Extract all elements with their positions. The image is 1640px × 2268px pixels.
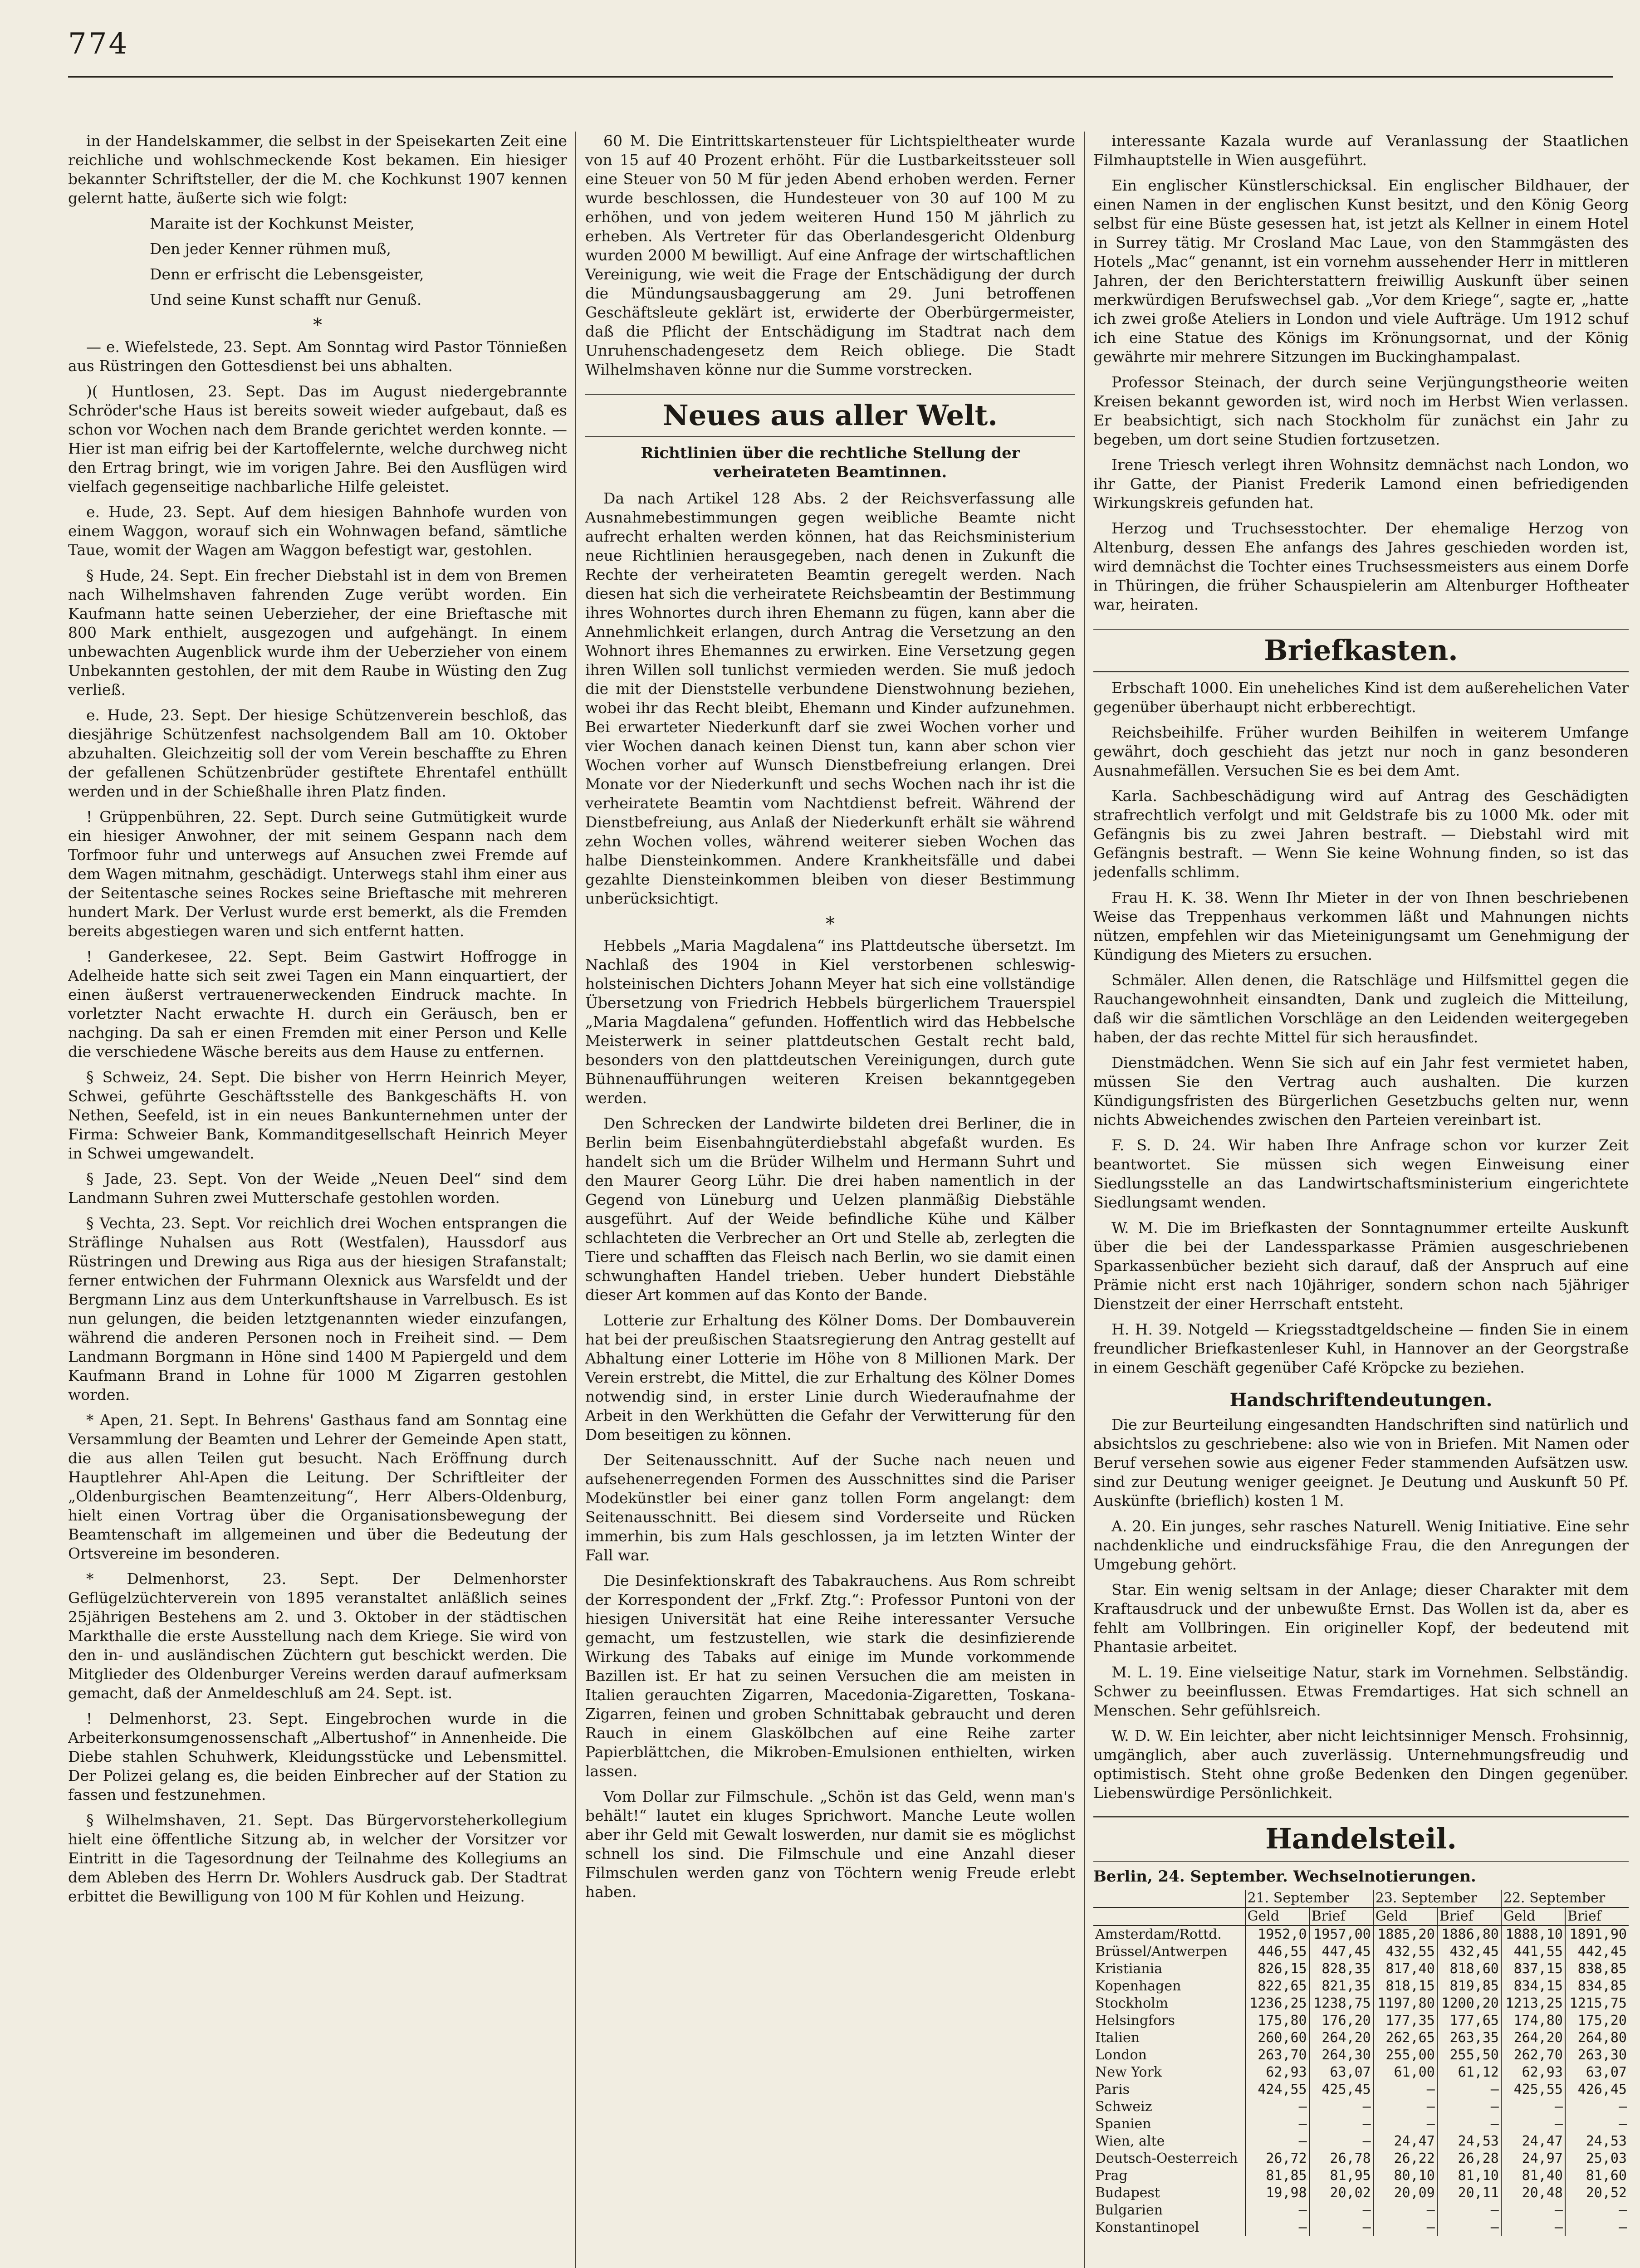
- handwriting-reading: Star. Ein wenig seltsam in der Anlage; dieser Charakter mit dem Kraftausdruck und der unbewußte Ernst. Das Wollen ist da, aber es fehlt am Vollbringen. Ein origineller Kopf, der bedeutend mit Phantasie arbeitet.: [1093, 1581, 1629, 1656]
- currency-name: London: [1095, 2047, 1147, 2063]
- section-heading: Neues aus aller Welt.: [585, 393, 1075, 438]
- table-row: [1093, 1995, 1629, 2012]
- table-row: [1093, 1943, 1629, 1960]
- rate-cell: 62,93: [1501, 2064, 1565, 2081]
- table-row: [1093, 1978, 1629, 1995]
- table-header-row: [1093, 1907, 1629, 1926]
- rate-cell: 81,10: [1437, 2167, 1501, 2185]
- handwriting-reading: A. 20. Ein junges, sehr rasches Naturell. Wenig Initiative. Eine sehr nachdenkliche und eindrucksfähige Frau, die den Anregungen der Umgebung gehört.: [1093, 1517, 1629, 1573]
- table-header: Brief: [1309, 1907, 1373, 1926]
- rate-cell: 26,78: [1309, 2150, 1373, 2167]
- rate-cell: 176,20: [1309, 2012, 1373, 2029]
- letter-reply: Karla. Sachbeschädigung wird auf Antrag des Geschädigten strafrechtlich verfolgt und mit Geldstrafe bis zu 1000 Mk. oder mit Gefängnis bis zu zwei Jahren bestraft. — Diebstahl wird mit Gefängnis bestraft. — Wenn Sie keine Wohnung finden, so ist das jedenfalls schlimm.: [1093, 787, 1629, 881]
- article-paragraph: ! Grüppenbühren, 22. Sept. Durch seine Gutmütigkeit wurde ein hiesiger Anwohner, der mit seinem Gespann nach dem Torfmoor fuhr und unterwegs auf Ansuchen zwei Fremde auf dem Wagen mitnahm, geschädigt. Unterwegs stahl ihm einer aus der Seitentasche seines Rockes seine Brieftasche mit mehreren hundert Mark. Der Verlust wurde erst bemerkt, als die Fremden bereits abgestiegen waren und sich entfernt hatten.: [68, 808, 567, 940]
- handwriting-reading: Die zur Beurteilung eingesandten Handschriften sind natürlich und absichtslos zu geschriebene: also wie von in Briefen. Mit Namen oder Beruf versehen sowie aus eigener Feder stammenden Aufsätzen usw. sind zur Deutung weniger geeignet. Je Deutung und Auskunft 50 Pf. Auskünfte (brieflich) kosten 1 M.: [1093, 1416, 1629, 1510]
- article-paragraph: § Schweiz, 24. Sept. Die bisher von Herrn Heinrich Meyer, Schwei, geführte Geschäftsstelle des Bankgeschäfts H. von Nethen, Seefeld, ist in ein neues Bankunternehmen unter der Firma: Schweier Bank, Kommanditgesellschaft Heinrich Meyer in Schwei umgewandelt.: [68, 1068, 567, 1162]
- rate-cell: —: [1245, 2098, 1309, 2116]
- rate-cell: 61,12: [1437, 2064, 1501, 2081]
- rate-cell: 446,55: [1245, 1943, 1309, 1960]
- article-paragraph: e. Hude, 23. Sept. Auf dem hiesigen Bahnhofe wurden von einem Waggon, worauf sich ein Wohnwagen befand, sämtliche Taue, womit der Wagen am Waggon befestigt war, gestohlen.: [68, 503, 567, 559]
- rate-cell: 24,47: [1501, 2133, 1565, 2150]
- rate-cell: 818,60: [1437, 1960, 1501, 1978]
- currency-name: Budapest: [1095, 2185, 1160, 2201]
- table-header: Brief: [1565, 1907, 1629, 1926]
- rate-cell: 24,47: [1373, 2133, 1437, 2150]
- article-subheading: Richtlinien über die rechtliche Stellung der verheirateten Beamtinnen.: [641, 444, 1020, 481]
- letter-reply: Dienstmädchen. Wenn Sie sich auf ein Jahr fest vermietet haben, müssen Sie den Vertrag auch aushalten. Die kurzen Kündigungsfristen des Bürgerlichen Gesetzbuchs gelten nur, wenn nichts Abweichendes zwischen den Parteien vereinbart ist.: [1093, 1054, 1629, 1129]
- table-row: [1093, 2081, 1629, 2098]
- rate-cell: —: [1565, 2219, 1629, 2236]
- currency-name: Schweiz: [1095, 2099, 1152, 2115]
- rate-cell: 821,35: [1309, 1978, 1373, 1995]
- rate-cell: 20,02: [1309, 2185, 1373, 2202]
- table-header: [1093, 1907, 1245, 1926]
- rate-cell: —: [1373, 2202, 1437, 2219]
- article-paragraph: § Hude, 24. Sept. Ein frecher Diebstahl ist in dem von Bremen nach Wilhelmshaven fahrenden Zuge verübt worden. Ein Kaufmann hatte seinen Ueberzieher, der eine Brieftasche mit 800 Mark enthielt, ausgezogen und aufgehängt. In einem unbewachten Augenblick wurde ihm der Ueberzieher von einem Unbekannten gestohlen, der mit dem Raube in Wüsting den Zug verließ.: [68, 567, 567, 699]
- rate-cell: —: [1245, 2202, 1309, 2219]
- verse-line: Und seine Kunst schafft nur Genuß.: [150, 291, 422, 308]
- rate-cell: —: [1373, 2116, 1437, 2133]
- article-paragraph: Ein englischer Künstlerschicksal. Ein englischer Bildhauer, der einen Namen in der englischen Kunst besitzt, und den König Georg selbst für eine Büste gesessen hat, ist jetzt als Kellner in einem Hotel in Surrey tätig. Mr Crosland Mac Laue, von den Stammgästen des Hotels „Mac“ genannt, ist ein vornehm aussehender Herr in mittleren Jahren, der den Berichterstattern freiwillig Auskunft über seinen merkwürdigen Berufswechsel gab. „Vor dem Kriege“, sagte er, „hatte ich zwei große Ateliers in London und viele Aufträge. Um 1912 schuf ich eine Statue des Königs im Krönungsornat, und der König gewährte mir mehrere Sitzungen im Buckinghampalast.: [1093, 176, 1629, 366]
- rate-cell: 264,20: [1309, 2029, 1373, 2047]
- currency-name: Paris: [1095, 2082, 1130, 2097]
- rate-cell: 1197,80: [1373, 1995, 1437, 2012]
- rate-cell: —: [1245, 2133, 1309, 2150]
- rate-cell: 175,80: [1245, 2012, 1309, 2029]
- letter-reply: Erbschaft 1000. Ein uneheliches Kind ist dem außerehelichen Vater gegenüber überhaupt nicht erbberechtigt.: [1093, 679, 1629, 716]
- letter-reply: Frau H. K. 38. Wenn Ihr Mieter in der von Ihnen beschriebenen Weise das Treppenhaus verkommen läßt und Mahnungen nichts nützen, empfehlen wir das Mieteinigungsamt um Genehmigung der Kündigung des Mieters zu ersuchen.: [1093, 889, 1629, 963]
- rate-cell: —: [1373, 2098, 1437, 2116]
- handwriting-reading: M. L. 19. Eine vielseitige Natur, stark im Vornehmen. Selbständig. Schwer zu beeinflussen. Etwas Fremdartiges. Hat sich schnell an Menschen. Sehr gefühlsreich.: [1093, 1663, 1629, 1719]
- rate-cell: 834,15: [1501, 1978, 1565, 1995]
- rate-cell: 1200,20: [1437, 1995, 1501, 2012]
- table-header-row: [1093, 1890, 1629, 1907]
- column-divider: [1084, 132, 1085, 2268]
- rate-cell: —: [1437, 2081, 1501, 2098]
- rate-cell: 61,00: [1373, 2064, 1437, 2081]
- rate-cell: —: [1501, 2116, 1565, 2133]
- section-heading: Handelsteil.: [1093, 1816, 1629, 1862]
- rate-cell: 81,60: [1565, 2167, 1629, 2185]
- letter-reply: F. S. D. 24. Wir haben Ihre Anfrage schon vor kurzer Zeit beantwortet. Sie müssen sich wegen Einweisung einer Siedlungsstelle an das Landwirtschaftsministerium eingerichtete Siedlungsamt wenden.: [1093, 1136, 1629, 1211]
- rate-cell: —: [1245, 2116, 1309, 2133]
- table-row: [1093, 2064, 1629, 2081]
- currency-name: Italien: [1095, 2030, 1140, 2046]
- column-1: [68, 132, 567, 2268]
- rate-cell: 264,30: [1309, 2047, 1373, 2064]
- handwriting-reading: W. D. W. Ein leichter, aber nicht leichtsinniger Mensch. Frohsinnig, umgänglich, aber auch zuverlässig. Unternehmungsfreudig und optimistisch. Steht ohne große Bedenken den Dingen gegenüber. Liebenswürdige Persönlichkeit.: [1093, 1727, 1629, 1802]
- rate-cell: —: [1309, 2116, 1373, 2133]
- rate-cell: 1952,0: [1245, 1926, 1309, 1943]
- exchange-rates-body: [1093, 1926, 1629, 2236]
- article-paragraph: Irene Triesch verlegt ihren Wohnsitz demnächst nach London, wo ihr Gatte, der Pianist Frederik Lamond einen befriedigenden Wirkungskreis gefunden hat.: [1093, 456, 1629, 512]
- table-header: Geld: [1245, 1907, 1309, 1926]
- letter-reply: Schmäler. Allen denen, die Ratschläge und Hilfsmittel gegen die Rauchangewohnheit einsandten, Dank und zugleich die Mitteilung, daß wir die sämtlichen Vorschläge an den Leidenden weitergegeben haben, der das rechte Mittel für sich herausfindet.: [1093, 971, 1629, 1046]
- rate-cell: 174,80: [1501, 2012, 1565, 2029]
- table-header: Geld: [1501, 1907, 1565, 1926]
- rate-cell: 819,85: [1437, 1978, 1501, 1995]
- rate-cell: 19,98: [1245, 2185, 1309, 2202]
- currency-name: Stockholm: [1095, 1995, 1169, 2011]
- article-paragraph: )( Huntlosen, 23. Sept. Das im August niedergebrannte Schröder'sche Haus ist bereits soweit wieder aufgebaut, daß es schon vor Wochen nach dem Brande gerichtet werden konnte. — Hier ist man eifrig bei der Kartoffelernte, welche durchweg nicht den Ertrag bringt, wie im vorigen Jahre. Bei den Ausflügen wird vielfach gegenseitige nachbarliche Hilfe geleistet.: [68, 382, 567, 495]
- table-header: Brief: [1437, 1907, 1501, 1926]
- table-row: [1093, 1960, 1629, 1978]
- rate-cell: 63,07: [1309, 2064, 1373, 2081]
- column-3: [1093, 132, 1629, 2268]
- rate-cell: 24,53: [1565, 2133, 1629, 2150]
- rate-cell: 837,15: [1501, 1960, 1565, 1978]
- column-2: [585, 132, 1075, 2268]
- rate-cell: —: [1501, 2202, 1565, 2219]
- rate-cell: 255,00: [1373, 2047, 1437, 2064]
- rate-cell: 25,03: [1565, 2150, 1629, 2167]
- exchange-rates-table: [1093, 1890, 1629, 2236]
- rate-cell: 1886,80: [1437, 1926, 1501, 1943]
- rate-cell: 262,65: [1373, 2029, 1437, 2047]
- rate-cell: 24,53: [1437, 2133, 1501, 2150]
- rate-cell: —: [1309, 2219, 1373, 2236]
- table-row: [1093, 2133, 1629, 2150]
- rate-cell: —: [1437, 2116, 1501, 2133]
- rate-cell: —: [1501, 2219, 1565, 2236]
- currency-name: Brüssel/Antwerpen: [1095, 1944, 1228, 1960]
- letter-reply: H. H. 39. Notgeld — Kriegsstadtgeldscheine — finden Sie in einem freundlicher Briefkastenleser Kuhl, in Hannover an der Georgstraße in einem Geschäft gegenüber Café Kröpcke zu beziehen.: [1093, 1320, 1629, 1376]
- top-rule: [68, 76, 1613, 78]
- rate-cell: 424,55: [1245, 2081, 1309, 2098]
- rate-cell: 264,80: [1565, 2029, 1629, 2047]
- rate-cell: 80,10: [1373, 2167, 1437, 2185]
- rate-cell: 26,72: [1245, 2150, 1309, 2167]
- rate-cell: 255,50: [1437, 2047, 1501, 2064]
- rate-cell: 426,45: [1565, 2081, 1629, 2098]
- rate-cell: 262,70: [1501, 2047, 1565, 2064]
- separator-star: *: [313, 315, 322, 336]
- rate-cell: 425,45: [1309, 2081, 1373, 2098]
- rate-cell: 263,30: [1565, 2047, 1629, 2064]
- rate-cell: 1957,00: [1309, 1926, 1373, 1943]
- rate-cell: 177,65: [1437, 2012, 1501, 2029]
- table-row: [1093, 2150, 1629, 2167]
- currency-name: Spanien: [1095, 2116, 1151, 2132]
- article-paragraph: § Vechta, 23. Sept. Vor reichlich drei Wochen entsprangen die Sträflinge Nuhalsen aus Rott (Westfalen), Haussdorf aus Rüstringen und Drewing aus Riga aus der hiesigen Strafanstalt; ferner entwichen der Fuhrmann Olexnick aus Warsfeldt und der Bergmann Linz aus dem Unterkunftshause in Varrelbusch. Es ist nun gelungen, die beiden letztgenannten wieder einzufangen, während die anderen Personen noch in Freiheit sind. — Dem Landmann Borgmann in Höne sind 1400 M Papiergeld und dem Kaufmann Brand in Lohne für 1000 M Zigarren gestohlen worden.: [68, 1214, 567, 1403]
- article-paragraph: 60 M. Die Eintrittskartensteuer für Lichtspieltheater wurde von 15 auf 40 Prozent erhöht. Für die Lustbarkeitssteuer soll eine Steuer von 50 M für jeden Abend erhoben werden. Ferner wurde beschlossen, die Hundesteuer von 30 auf 100 M zu erhöhen, und von jedem weiteren Hund 150 M jährlich zu erheben. Als Vertreter für das Oberlandesgericht Oldenburg wurden 2000 M bewilligt. Auf eine Anfrage der wirtschaftlichen Vereinigung, wie weit die Frage der Entschädigung der durch die Mündungsausbaggerung am 29. Juni betroffenen Geschäftsleute geklärt ist, erwiderte der Oberbürgermeister, daß die Pflicht der Entschädigung im Stadtrat nach dem Unruhenschadengesetz dem Reich obliege. Die Stadt Wilhelmshaven könne nur die Summe vorstrecken.: [585, 132, 1075, 378]
- rate-cell: 20,09: [1373, 2185, 1437, 2202]
- rate-cell: —: [1565, 2116, 1629, 2133]
- article-paragraph: e. Hude, 23. Sept. Der hiesige Schützenverein beschloß, das diesjährige Schützenfest nachsolgendem Ball am 10. Oktober abzuhalten. Gleichzeitig soll der vom Verein beschaffte zu Ehren der gefallenen Schützenbrüder gestiftete Ehrentafel enthüllt werden und in der Schießhalle ihren Platz finden.: [68, 706, 567, 800]
- article-paragraph: — e. Wiefelstede, 23. Sept. Am Sonntag wird Pastor Tönnießen aus Rüstringen den Gottesdienst bei uns abhalten.: [68, 338, 567, 375]
- article-paragraph: Den Schrecken der Landwirte bildeten drei Berliner, die in Berlin beim Eisenbahngüterdiebstahl abgefaßt wurden. Es handelt sich um die Brüder Wilhelm und Hermann Suhrt und den Maurer Georg Lühr. Die drei haben namentlich in der Gegend von Lüneburg und Uelzen planmäßig Diebstähle ausgeführt. Auf der Weide befindliche Kühe und Kälber schlachteten die Verbrecher an Ort und Stelle ab, zerlegten die Tiere und schafften das Fleisch nach Berlin, wo sie damit einen schwunghaften Handel trieben. Ueber hundert Diebstähle dieser Art kommen auf das Konto der Bande.: [585, 1114, 1075, 1304]
- table-header: [1093, 1890, 1245, 1907]
- table-row: [1093, 2219, 1629, 2236]
- article-paragraph: Professor Steinach, der durch seine Verjüngungstheorie weiten Kreisen bekannt geworden ist, wird noch im Herbst Wien verlassen. Er beabsichtigt, sich nach Stockholm für zunächst ein Jahr zu begeben, um dort seine Studien fortzusetzen.: [1093, 373, 1629, 448]
- column-divider: [575, 132, 576, 2268]
- rate-cell: 1238,75: [1309, 1995, 1373, 2012]
- table-row: [1093, 2012, 1629, 2029]
- exchange-rates-title: Berlin, 24. September. Wechselnotierungen.: [1093, 1867, 1476, 1886]
- table-header: 21. September: [1245, 1890, 1373, 1907]
- currency-name: Amsterdam/Rottd.: [1095, 1926, 1222, 1942]
- rate-cell: 81,40: [1501, 2167, 1565, 2185]
- rate-cell: 1888,10: [1501, 1926, 1565, 1943]
- rate-cell: 62,93: [1245, 2064, 1309, 2081]
- article-paragraph: § Wilhelmshaven, 21. Sept. Das Bürgervorsteherkollegium hielt eine öffentliche Sitzung ab, in welcher der Vorsitzer vor Eintritt in die Tagesordnung der Teilnahme des Kollegiums an dem Ableben des Herrn Dr. Wohlers Ausdruck gab. Der Stadtrat erbittet die Bewilligung von 100 M für Kohlen und Heizung.: [68, 1811, 567, 1905]
- rate-cell: 822,65: [1245, 1978, 1309, 1995]
- currency-name: Wien, alte: [1095, 2133, 1165, 2149]
- rate-cell: 432,45: [1437, 1943, 1501, 1960]
- rate-cell: 818,15: [1373, 1978, 1437, 1995]
- rate-cell: 432,55: [1373, 1943, 1437, 1960]
- rate-cell: 20,11: [1437, 2185, 1501, 2202]
- table-row: [1093, 2202, 1629, 2219]
- rate-cell: 834,85: [1565, 1978, 1629, 1995]
- table-row: [1093, 2047, 1629, 2064]
- article-paragraph: Der Seitenausschnitt. Auf der Suche nach neuen und aufsehenerregenden Formen des Ausschnittes sind die Pariser Modekünstler bei einer ganz tollen Form angelangt: dem Seitenausschnitt. Bei diesem sind Vorderseite und Rücken immerhin, bis zum Hals geschlossen, ja im letzten Winter der Fall war.: [585, 1451, 1075, 1564]
- rate-cell: —: [1565, 2202, 1629, 2219]
- rate-cell: 26,28: [1437, 2150, 1501, 2167]
- rate-cell: —: [1309, 2098, 1373, 2116]
- article-paragraph: § Jade, 23. Sept. Von der Weide „Neuen Deel“ sind dem Landmann Suhren zwei Mutterschafe gestohlen worden.: [68, 1170, 567, 1207]
- letter-reply: Reichsbeihilfe. Früher wurden Beihilfen in weiterem Umfange gewährt, doch geschieht das jetzt nur noch in ganz besonderen Ausnahmefällen. Versuchen Sie es bei dem Amt.: [1093, 723, 1629, 779]
- currency-name: Konstantinopel: [1095, 2219, 1199, 2235]
- rate-cell: 20,52: [1565, 2185, 1629, 2202]
- rate-cell: 828,35: [1309, 1960, 1373, 1978]
- rate-cell: —: [1437, 2219, 1501, 2236]
- rate-cell: 263,35: [1437, 2029, 1501, 2047]
- rate-cell: 263,70: [1245, 2047, 1309, 2064]
- verse-line: Maraite ist der Kochkunst Meister,: [150, 215, 415, 232]
- table-row: [1093, 2185, 1629, 2202]
- article-paragraph: * Apen, 21. Sept. In Behrens' Gasthaus fand am Sonntag eine Versammlung der Beamten und Lehrer der Gemeinde Apen statt, die aus allen Teilen gut besucht. Nach Eröffnung durch Hauptlehrer Ahl-Apen die Leitung. Der Schriftleiter der „Oldenburgischen Beamtenzeitung“, Herr Albers-Oldenburg, hielt einen Vortrag über die Organisationsbewegung der Beamtenschaft im allgemeinen und über die Bedeutung der Ortsvereine im besonderen.: [68, 1411, 567, 1562]
- currency-name: New York: [1095, 2064, 1162, 2080]
- rate-cell: 175,20: [1565, 2012, 1629, 2029]
- article-paragraph: Vom Dollar zur Filmschule. „Schön ist das Geld, wenn man's behält!“ lautet ein kluges Sprichwort. Manche Leute wollen aber ihr Geld mit Gewalt loswerden, nur damit sie es möglichst schnell los sind. Die Filmschule und eine Anzahl dieser Filmschulen werden ganz von Töchtern wenig Freude erlebt haben.: [585, 1788, 1075, 1901]
- verse-line: Denn er erfrischt die Lebensgeister,: [150, 265, 424, 283]
- rate-cell: 24,97: [1501, 2150, 1565, 2167]
- rate-cell: 447,45: [1309, 1943, 1373, 1960]
- rate-cell: 264,20: [1501, 2029, 1565, 2047]
- currency-name: Helsingfors: [1095, 2013, 1175, 2028]
- rate-cell: 442,45: [1565, 1943, 1629, 1960]
- article-paragraph: interessante Kazala wurde auf Veranlassung der Staatlichen Filmhauptstelle in Wien ausgeführt.: [1093, 132, 1629, 169]
- currency-name: Kopenhagen: [1095, 1978, 1181, 1994]
- rate-cell: 1215,75: [1565, 1995, 1629, 2012]
- table-header: Geld: [1373, 1907, 1437, 1926]
- rate-cell: 826,15: [1245, 1960, 1309, 1978]
- table-header: 22. September: [1501, 1890, 1629, 1907]
- rate-cell: 63,07: [1565, 2064, 1629, 2081]
- article-paragraph: * Delmenhorst, 23. Sept. Der Delmenhorster Geflügelzüchterverein von 1895 veranstaltet anläßlich seines 25jährigen Bestehens am 2. und 3. Oktober in der städtischen Markthalle die erste Ausstellung nach dem Kriege. Sie wird von den in- und ausländischen Züchtern gut beschickt werden. Die Mitglieder des Oldenburger Vereins werden darauf aufmerksam gemacht, daß der Anmeldeschluß am 24. Sept. ist.: [68, 1570, 567, 1702]
- rate-cell: 81,95: [1309, 2167, 1373, 2185]
- table-row: [1093, 2116, 1629, 2133]
- rate-cell: 26,22: [1373, 2150, 1437, 2167]
- subsection-heading: Handschriftendeutungen.: [1229, 1389, 1493, 1411]
- rate-cell: 1236,25: [1245, 1995, 1309, 2012]
- separator-star: *: [826, 914, 835, 934]
- article-paragraph: Die Desinfektionskraft des Tabakrauchens. Aus Rom schreibt der Korrespondent der „Frkf. Ztg.“: Professor Puntoni von der hiesigen Universität hat eine Reihe interessanter Versuche gemacht, um festzustellen, wie stark die desinfizierende Wirkung des Tabaks auf einige im Munde vorkommende Bazillen ist. Er hat zu seinen Versuchen die am meisten in Italien gerauchten Zigarren, Macedonia-Zigaretten, Toskana-Zigarren, feinen und groben Schnittabak gebraucht und deren Rauch in einem Glaskölbchen auf eine Reihe zarter Papierblättchen, die Mikroben-Emulsionen enthielten, wirken lassen.: [585, 1572, 1075, 1780]
- article-paragraph: Da nach Artikel 128 Abs. 2 der Reichsverfassung alle Ausnahmebestimmungen gegen weibliche Beamte nicht aufrecht erhalten werden können, hat das Reichsministerium neue Richtlinien herausgegeben, nach denen in Zukunft die Rechte der verheirateten Beamtin geregelt werden. Nach diesen hat sich die verheiratete Reichsbeamtin der Bestimmung ihres Wohnortes durch ihren Ehemann zu fügen, kann aber die Annehmlichkeit erlangen, durch Antrag die Versetzung an den Wohnort ihres Ehemannes zu erwirken. Eine Versetzung gegen ihren Willen soll tunlichst vermieden werden. Sie muß jedoch die mit der Dienststelle verbundene Dienstwohnung beziehen, wobei ihr das Recht bleibt, Ehemann und Kinder aufzunehmen. Bei erwarteter Niederkunft darf sie zwei Wochen vorher und vier Wochen danach keinen Dienst tun, kann aber schon vier Wochen vorher auf Wunsch Dienstbefreiung erlangen. Drei Monate vor der Niederkunft und sechs Wochen nach ihr ist die verheiratete Beamtin vom Nachtdienst befreit. Während der Dienstbefreiung, aus Anlaß der Niederkunft erhält sie während zehn Wochen volles, während weiterer sieben Wochen das halbe Diensteinkommen. Andere Krankheitsfälle und dabei gezahlte Diensteinkommen bleiben von dieser Bestimmung unberücksichtigt.: [585, 489, 1075, 907]
- currency-name: Kristiania: [1095, 1961, 1163, 1977]
- table-row: [1093, 2029, 1629, 2047]
- rate-cell: 1885,20: [1373, 1926, 1437, 1943]
- rate-cell: 20,48: [1501, 2185, 1565, 2202]
- rate-cell: 1213,25: [1501, 1995, 1565, 2012]
- currency-name: Deutsch-Oesterreich: [1095, 2151, 1238, 2166]
- table-row: [1093, 1926, 1629, 1943]
- article-paragraph: in der Handelskammer, die selbst in der Speisekarten Zeit eine reichliche und wohlschmeckende Kost bekamen. Ein hiesiger bekannter Schriftsteller, der die M. che Kochkunst 1907 kennen gelernt hatte, äußerte sich wie folgt:: [68, 132, 567, 207]
- rate-cell: 838,85: [1565, 1960, 1629, 1978]
- page-number: 774: [68, 27, 129, 61]
- article-paragraph: ! Delmenhorst, 23. Sept. Eingebrochen wurde in die Arbeiterkonsumgenossenschaft „Albertushof“ in Annenheide. Die Diebe stahlen Schuhwerk, Kleidungsstücke und Lebensmittel. Der Polizei gelang es, die beiden Einbrecher auf der Station zu fassen und festzunehmen.: [68, 1710, 567, 1804]
- rate-cell: —: [1373, 2081, 1437, 2098]
- rate-cell: —: [1437, 2202, 1501, 2219]
- rate-cell: —: [1309, 2202, 1373, 2219]
- rate-cell: —: [1565, 2098, 1629, 2116]
- letter-reply: W. M. Die im Briefkasten der Sonntagnummer erteilte Auskunft über die bei der Landessparkasse Prämien ausgeschriebenen Sparkassenbücher bezieht sich darauf, daß der Anspruch auf eine Prämie nicht erst nach 10jähriger, sondern schon nach 5jähriger Dienstzeit der einer Herrschaft entsteht.: [1093, 1219, 1629, 1313]
- rate-cell: 81,85: [1245, 2167, 1309, 2185]
- rate-cell: —: [1245, 2219, 1309, 2236]
- table-row: [1093, 2098, 1629, 2116]
- verse-line: Den jeder Kenner rühmen muß,: [150, 240, 391, 258]
- rate-cell: 177,35: [1373, 2012, 1437, 2029]
- table-header: 23. September: [1373, 1890, 1501, 1907]
- section-heading: Briefkasten.: [1093, 628, 1629, 673]
- rate-cell: —: [1309, 2133, 1373, 2150]
- article-paragraph: Hebbels „Maria Magdalena“ ins Plattdeutsche übersetzt. Im Nachlaß des 1904 in Kiel verstorbenen schleswig-holsteinischen Dichters Johann Meyer hat sich eine vollständige Übersetzung von Friedrich Hebbels bürgerlichem Trauerspiel „Maria Magdalena“ gefunden. Hoffentlich wird das Hebbelsche Meisterwerk in seiner plattdeutschen Gestalt recht bald, besonders von den plattdeutschen Vereinigungen, durch gute Bühnenaufführungen weiteren Kreisen bekanntgegeben werden.: [585, 937, 1075, 1107]
- article-paragraph: Lotterie zur Erhaltung des Kölner Doms. Der Dombauverein hat bei der preußischen Staatsregierung den Antrag gestellt auf Abhaltung einer Lotterie im Höhe von 8 Millionen Mark. Der Verein erstrebt, die Mittel, die zur Erhaltung des Kölner Domes notwendig sind, in erster Linie durch Wiederaufnahme der Arbeit in den Werkhütten die Gefahr der Verwitterung für den Dom beseitigen zu können.: [585, 1311, 1075, 1443]
- rate-cell: —: [1373, 2219, 1437, 2236]
- rate-cell: 260,60: [1245, 2029, 1309, 2047]
- rate-cell: —: [1437, 2098, 1501, 2116]
- currency-name: Bulgarien: [1095, 2202, 1163, 2218]
- table-row: [1093, 2167, 1629, 2185]
- article-paragraph: ! Ganderkesee, 22. Sept. Beim Gastwirt Hoffrogge in Adelheide hatte sich seit zwei Tagen ein Mann einquartiert, der einen äußerst vertrauenerweckenden Eindruck machte. In vorletzter Nacht erwachte H. durch ein Geräusch, ben er nachging. Da sah er einen Fremden mit einer Person und Kelle die verschiedene Wäsche bereits aus dem Hause zu entfernen.: [68, 948, 567, 1061]
- article-paragraph: Herzog und Truchsesstochter. Der ehemalige Herzog von Altenburg, dessen Ehe anfangs des Jahres geschieden worden ist, wird demnächst die Tochter eines Truchsessmeisters aus einem Dorfe in Thüringen, die früher Schauspielerin am Altenburger Hoftheater war, heiraten.: [1093, 519, 1629, 613]
- rate-cell: 817,40: [1373, 1960, 1437, 1978]
- rate-cell: 425,55: [1501, 2081, 1565, 2098]
- currency-name: Prag: [1095, 2168, 1128, 2184]
- rate-cell: 441,55: [1501, 1943, 1565, 1960]
- rate-cell: —: [1501, 2098, 1565, 2116]
- rate-cell: 1891,90: [1565, 1926, 1629, 1943]
